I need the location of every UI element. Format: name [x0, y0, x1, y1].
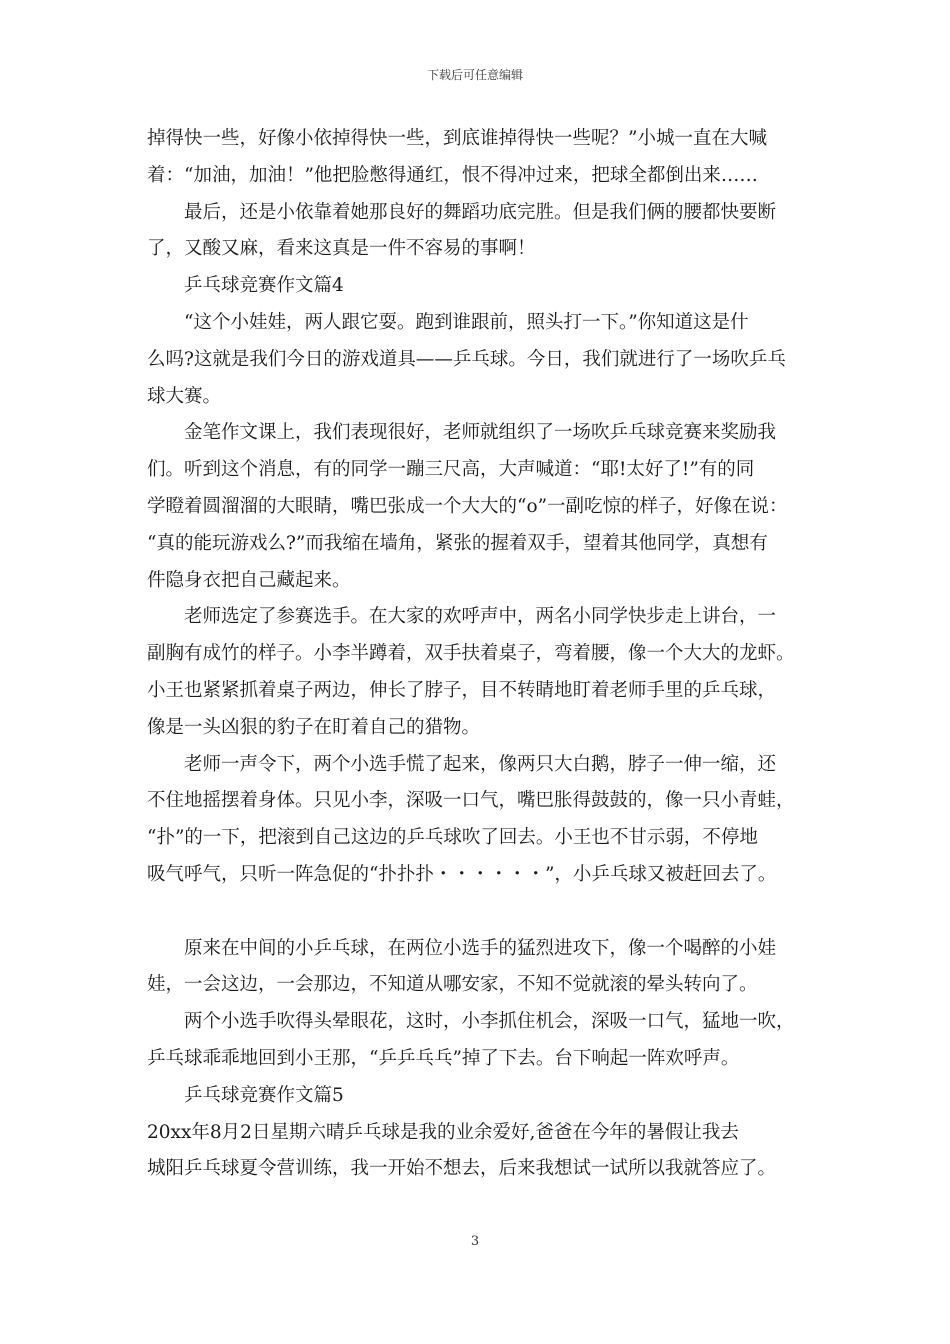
body-line: 20xx年8月2日星期六晴乒乓球是我的业余爱好,爸爸在今年的暑假让我去: [147, 1121, 739, 1143]
body-line: 么吗?这就是我们今日的游戏道具——乒乓球。今日，我们就进行了一场吹乒乓: [147, 348, 786, 370]
body-line: “这个小娃娃，两人跟它耍。跑到谁跟前，照头打一下。”你知道这是什: [184, 311, 749, 333]
document-body: [147, 121, 807, 1188]
body-line: 副胸有成竹的样子。小李半蹲着，双手扶着桌子，弯着腰，像一个大大的龙虾。: [147, 643, 795, 665]
body-line: 娃，一会这边，一会那边，不知道从哪安家，不知不觉就滚的晕头转向了。: [147, 974, 758, 996]
body-line: 们。听到这个消息，有的同学一蹦三尺高，大声喊道：“耶!太好了!”有的同: [147, 459, 755, 481]
body-line: 最后，还是小依靠着她那良好的舞蹈功底完胜。但是我们俩的腰都快要断: [184, 201, 777, 223]
body-line: 像是一头凶狠的豹子在盯着自己的猎物。: [147, 716, 481, 738]
body-line: 老师一声令下，两个小选手慌了起来，像两只大白鹅，脖子一伸一缩，还: [184, 753, 777, 775]
body-line: “扑”的一下，把滚到自己这边的乒乓球吹了回去。小王也不甘示弱，不停地: [147, 827, 758, 849]
page-number: 3: [470, 1234, 480, 1249]
paragraph-gap: [147, 894, 807, 931]
body-line: 球大赛。: [147, 385, 222, 407]
body-line: 原来在中间的小乒乓球，在两位小选手的猛烈进攻下，像一个喝醉的小娃: [184, 937, 777, 959]
body-line: 老师选定了参赛选手。在大家的欢呼声中，两名小同学快步走上讲台，一: [184, 606, 777, 628]
body-line: 吸气呼气，只听一阵急促的“扑扑扑・・・・・・”，小乒乓球又被赶回去了。: [147, 863, 777, 885]
body-line: 了，又酸又麻，看来这真是一件不容易的事啊！: [147, 238, 536, 260]
body-line: 学瞪着圆溜溜的大眼睛，嘴巴张成一个大大的“o”一副吃惊的样子，好像在说：: [147, 495, 788, 517]
body-line: 不住地摇摆着身体。只见小李，深吸一口气，嘴巴胀得鼓鼓的，像一只小青蛙，: [147, 790, 795, 812]
body-line: 两个小选手吹得头晕眼花，这时，小李抓住机会，深吸一口气，猛地一吹，: [184, 1011, 795, 1033]
section-heading: 乒乓球竞赛作文篇5: [184, 1084, 344, 1106]
body-line: 着：“加油，加油！”他把脸憋得通红，恨不得冲过来，把球全都倒出来……: [147, 164, 758, 186]
page-header: 下载后可任意编辑: [426, 68, 523, 82]
body-line: “真的能玩游戏么?”而我缩在墙角，紧张的握着双手，望着其他同学，真想有: [147, 532, 768, 554]
section-heading: 乒乓球竞赛作文篇4: [184, 275, 344, 297]
body-line: 小王也紧紧抓着桌子两边，伸长了脖子，目不转睛地盯着老师手里的乒乓球，: [147, 679, 777, 701]
body-line: 件隐身衣把自己藏起来。: [147, 569, 351, 591]
body-line: 掉得快一些，好像小依掉得快一些，到底谁掉得快一些呢？”小城一直在大喊: [147, 128, 767, 149]
body-line: 乒乓球乖乖地回到小王那，“乒乒乓乓”掉了下去。台下响起一阵欢呼声。: [147, 1047, 740, 1069]
body-line: 金笔作文课上，我们表现很好，老师就组织了一场吹乒乓球竞赛来奖励我: [184, 422, 777, 444]
body-line: 城阳乒乓球夏令营训练，我一开始不想去，后来我想试一试所以我就答应了。: [147, 1158, 777, 1180]
